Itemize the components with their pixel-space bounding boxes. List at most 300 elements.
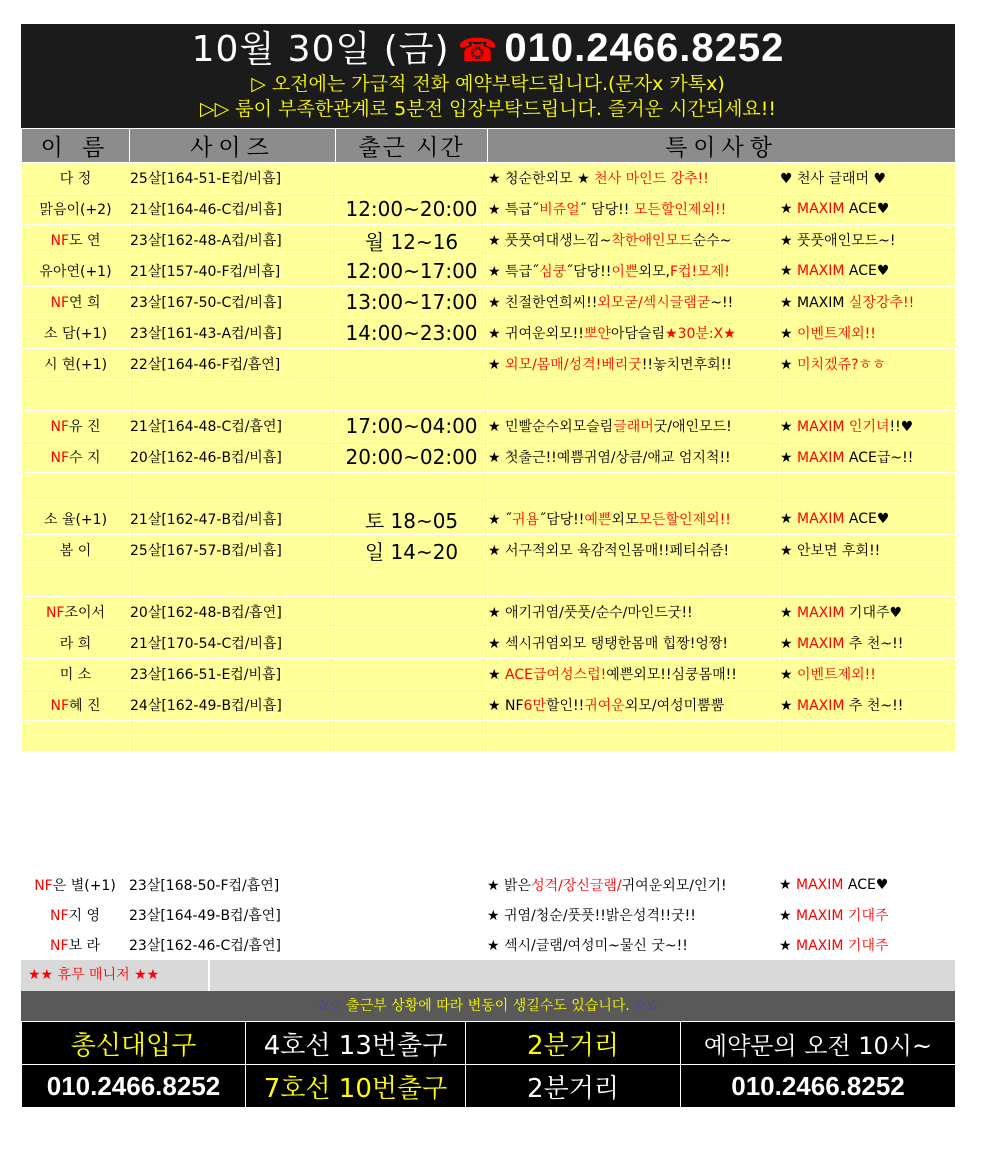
time-cell [336,163,488,194]
name-cell [22,659,130,690]
time-cell [336,318,488,349]
schedule-row [22,287,956,318]
extra-segment: ♥ 천사 글래머 ♥ [780,171,887,187]
work-time: 17:00~04:00 [345,414,478,438]
schedule-row [21,930,955,960]
extra-segment: !!♥ [889,419,914,435]
note-segment: 비쥬얼 [539,202,580,218]
empty-row [22,721,956,752]
note-segment: ★ 첫출근!!예쁨귀염/상큼/애교 엄지척!! [488,450,731,466]
size-text: 21살[170-54-C컵/비흡] [130,636,282,652]
extra-segment: 이벤트제외!! [797,667,876,683]
late-schedule-table [21,870,955,960]
work-time: 14:00~23:00 [345,321,478,345]
line4-exit: 4호선 13번출구 [246,1022,466,1065]
size-text: 25살[164-51-E컵/비흡] [130,171,282,187]
extra-cell [780,566,956,597]
extra-segment: MAXIM [797,636,845,652]
time-cell [336,380,488,411]
size-cell [130,473,336,504]
schedule-row [22,535,956,566]
time-cell [336,442,488,473]
work-time: 월 12~16 [364,229,459,254]
size-cell [130,504,336,535]
header-title [21,24,955,72]
work-time: 일 14~20 [364,539,459,564]
note-segment: ★30분:X★ [665,326,736,342]
size-cell [129,900,335,930]
time-cell [336,504,488,535]
col-header-time: 출근 시간 [336,129,488,163]
note-segment: ★ 애기귀염/풋풋/순수/마인드굿!! [488,605,693,621]
size-cell [130,287,336,318]
extra-segment: ★ [779,938,797,954]
extra-segment: MAXIM [797,605,845,621]
extra-segment: MAXIM [797,450,845,466]
note-segment: ★ 귀염/청순/풋풋!!밝은성격!!굿!! [487,908,696,924]
note-segment: ★ 섹시/글램/여성미~물신 굿~!! [487,938,688,954]
time-cell [336,566,488,597]
phone-number[interactable]: 010.2466.8252 [504,26,785,70]
note-segment: ★ 특급˝ [488,264,540,280]
extra-cell [780,597,956,628]
size-cell [130,318,336,349]
note-segment: 귀여운외모/인기! [621,878,727,894]
size-cell [130,659,336,690]
extra-segment: MAXIM [797,201,845,217]
name-cell [21,930,129,960]
reservation-hours: 예약문의 오전 10시~ [681,1022,956,1065]
time-cell [336,349,488,380]
extra-cell [779,870,955,900]
note-segment: ˝담당!! [566,264,612,280]
note-cell [488,535,780,566]
note-segment: 굿/애인모드! [653,419,732,435]
manager-name: 지 영 [68,908,101,924]
header-banner [21,24,955,128]
time-cell [336,597,488,628]
note-segment: 외모 [611,512,639,528]
extra-segment: 기대주♥ [844,605,903,621]
note-cell [488,504,780,535]
name-cell [22,504,130,535]
size-text: 21살[164-48-C컵/흡연] [130,419,282,435]
note-segment: ACE급여성스럽! [505,667,607,683]
extra-cell [780,721,956,752]
empty-row [22,473,956,504]
extra-segment: ★ [780,201,798,217]
col-header-name: 이 름 [22,129,130,163]
size-text: 23살[168-50-F컵/흡연] [129,878,280,894]
size-cell [130,597,336,628]
size-text: 23살[167-50-C컵/비흡] [130,295,282,311]
name-cell [22,690,130,721]
manager-name: 다 정 [59,171,92,187]
name-cell [22,411,130,442]
extra-segment: ★ [780,605,798,621]
note-segment: 이쁜 [611,264,639,280]
note-cell [487,900,779,930]
time-cell [335,900,487,930]
name-cell [22,380,130,411]
size-text: 23살[161-43-A컵/비흡] [130,326,282,342]
time-cell [335,870,487,900]
schedule-row [21,870,955,900]
extra-segment: ★ [780,357,798,373]
schedule-row [22,659,956,690]
size-text: 22살[164-46-F컵/흡연] [130,357,281,373]
schedule-row [22,256,956,287]
time-cell [336,194,488,225]
note-segment: ★ 섹시귀염외모 탱탱한몸매 힙짱!엉짱! [488,636,728,652]
size-cell [130,566,336,597]
extra-segment: MAXIM 인기녀 [797,419,890,435]
extra-cell [780,287,956,318]
station-name: 총신대입구 [22,1022,246,1065]
extra-segment: 추 천~!! [844,636,904,652]
schedule-row [22,318,956,349]
schedule-row [22,411,956,442]
extra-cell [780,349,956,380]
note-segment: 할인!! [545,698,585,714]
name-cell [22,163,130,194]
extra-segment: MAXIM 기대주 [796,908,889,924]
extra-cell [780,628,956,659]
extra-cell [780,256,956,287]
schedule-board [21,24,955,1108]
note-segment: 외모/몸매/성격!베리굿 [505,357,642,373]
note-cell [488,442,780,473]
note-segment: ★ NF [488,698,524,714]
schedule-row [22,349,956,380]
schedule-row [22,225,956,256]
distance-1: 2분거리 [466,1022,681,1065]
extra-segment: ★ [780,511,798,527]
extra-cell [779,900,955,930]
note-cell [488,411,780,442]
schedule-header-row [22,129,956,163]
size-text: 25살[167-57-B컵/비흡] [130,543,282,559]
note-cell [488,287,780,318]
manager-name: 혜 진 [69,698,101,714]
nf-badge: NF [50,295,70,311]
note-cell [488,721,780,752]
extra-segment: ★ [780,636,798,652]
name-cell [22,256,130,287]
extra-cell [779,930,955,960]
work-time: 12:00~20:00 [345,197,478,221]
extra-segment: ★ [780,326,798,342]
notice-line-2: ▷▷ 룸이 부족한관계로 5분전 입장부탁드립니다. 즐거운 시간되세요!! [199,98,777,120]
name-cell [22,721,130,752]
work-time: 12:00~17:00 [345,259,478,283]
schedule-row [22,442,956,473]
note-segment: 귀욤 [512,512,540,528]
time-cell [336,225,488,256]
size-text: 21살[162-47-B컵/비흡] [130,512,282,528]
name-cell [22,535,130,566]
extra-segment: MAXIM [797,263,845,279]
extra-segment: 실장강추!! [848,295,915,311]
note-segment: 모든할인제외!! [638,512,731,528]
notice-text: 출근부 상황에 따라 변동이 생길수도 있습니다. [341,998,635,1014]
note-segment: ˝담당!! [539,512,585,528]
work-time: 토 18~05 [364,508,459,533]
extra-cell [780,659,956,690]
name-cell [22,194,130,225]
note-cell [488,349,780,380]
manager-name: 보 라 [68,938,101,954]
note-segment: 성격/장신글램/ [531,878,622,894]
note-cell [488,690,780,721]
manager-name: 연 희 [69,295,101,311]
manager-name: 맑음이(+2) [39,202,112,218]
size-cell [129,930,335,960]
nf-badge: NF [49,908,69,924]
size-text: 21살[164-46-C컵/비흡] [130,202,282,218]
note-segment: 예쁜 [584,512,612,528]
empty-row [22,566,956,597]
note-segment: ★ [488,667,506,683]
col-header-size: 사이즈 [130,129,336,163]
extra-segment: ★ [779,908,797,924]
name-cell [22,473,130,504]
note-segment: 뽀얀 [583,326,611,342]
footer-row-2 [22,1065,956,1108]
size-cell [130,411,336,442]
size-cell [130,690,336,721]
extra-segment: ACE♥ [843,877,889,893]
extra-segment: ACE급~!! [844,450,914,466]
footer-phone-2[interactable]: 010.2466.8252 [681,1065,956,1108]
extra-segment: ★ MAXIM [780,295,849,311]
empty-row [22,380,956,411]
name-cell [22,566,130,597]
work-time: 13:00~17:00 [345,290,478,314]
size-cell [130,225,336,256]
manager-name: 유아연(+1) [39,264,112,280]
note-segment: ★ [488,357,506,373]
name-cell [22,442,130,473]
time-cell [336,473,488,504]
extra-segment: ★ [780,419,798,435]
time-cell [336,659,488,690]
note-cell [488,659,780,690]
manager-name: 소 담(+1) [43,326,108,342]
note-segment: !!놓치면후회!! [641,357,732,373]
extra-cell [780,504,956,535]
size-text: 23살[166-51-E컵/비흡] [130,667,282,683]
extra-segment: ★ [780,263,798,279]
note-segment: ★ 풋풋여대생느낌~ [488,233,612,249]
note-segment: 천사 마인드 강추!! [594,171,709,187]
size-cell [130,349,336,380]
note-segment: ★ ˝ [488,512,513,528]
distance-2: 2분거리 [466,1065,681,1108]
schedule-row [22,163,956,194]
manager-name: 은 별(+1) [52,878,116,894]
time-cell [336,721,488,752]
nf-badge: NF [34,878,53,894]
extra-segment: MAXIM 기대주 [796,938,889,954]
extra-segment: ★ [780,667,798,683]
note-cell [488,318,780,349]
note-cell [488,628,780,659]
time-cell [336,535,488,566]
name-cell [21,900,129,930]
nf-badge: NF [49,938,69,954]
name-cell [21,870,129,900]
extra-cell [780,442,956,473]
size-cell [130,535,336,566]
note-cell [488,473,780,504]
note-segment: 외모/여성미뿜뿜 [624,698,725,714]
extra-cell [780,194,956,225]
extra-cell [780,163,956,194]
note-segment: ★ 청순한외모 ★ [488,171,595,187]
note-cell [488,194,780,225]
name-cell [22,318,130,349]
name-cell [22,225,130,256]
note-segment: 외모굳/섹시글램굳 [597,295,711,311]
manager-name: 유 진 [69,419,101,435]
extra-cell [780,690,956,721]
note-segment: 6만 [523,698,546,714]
time-cell [336,690,488,721]
telephone-icon: ☎ [457,31,499,69]
note-cell [488,566,780,597]
extra-segment: ★ [780,698,798,714]
manager-name: 봄 이 [59,543,92,559]
note-segment: 글래머 [613,419,654,435]
footer-row-1 [22,1022,956,1065]
size-cell [129,870,335,900]
spacer [21,752,955,870]
manager-name: 미 소 [59,667,92,683]
extra-cell [780,380,956,411]
size-cell [130,256,336,287]
time-cell [336,256,488,287]
manager-name: 수 지 [69,450,101,466]
extra-segment: ACE♥ [844,263,890,279]
manager-name: 시 현(+1) [43,357,108,373]
manager-name: 조이서 [64,605,106,621]
note-cell [487,930,779,960]
line7-exit: 7호선 10번출구 [246,1065,466,1108]
schedule-row [21,900,955,930]
note-segment: ˝ 담당!! [579,202,634,218]
name-cell [22,597,130,628]
size-text: 23살[162-48-A컵/비흡] [130,233,282,249]
extra-segment: ACE♥ [844,511,890,527]
note-segment: 외모, [638,264,670,280]
note-segment: ★ 친절한연희씨!! [488,295,598,311]
note-segment: 아담슬림 [610,326,666,342]
size-text: 24살[162-49-B컵/비흡] [130,698,282,714]
extra-segment: ★ 안보면 후회!! [780,543,881,559]
note-segment: 심쿵 [539,264,567,280]
note-cell [488,225,780,256]
note-cell [487,870,779,900]
manager-name: 도 연 [69,233,101,249]
note-cell [488,597,780,628]
schedule-table [21,128,956,752]
name-cell [22,287,130,318]
time-cell [336,287,488,318]
note-segment: ★ 특급˝ [488,202,540,218]
size-cell [130,628,336,659]
date-label: 10월 30일 (금) [191,29,450,70]
col-header-notes: 특이사항 [488,129,956,163]
note-segment: ★ 밝은 [487,878,532,894]
note-cell [488,163,780,194]
extra-segment: MAXIM [796,877,844,893]
holiday-label: ★★ 휴무 매니저 ★★ [21,960,210,991]
note-segment: 순수~ [692,233,732,249]
extra-cell [780,473,956,504]
size-cell [130,163,336,194]
time-cell [336,411,488,442]
extra-cell [780,225,956,256]
size-text: 20살[162-48-B컵/흡연] [130,605,282,621]
note-segment: 예쁜외모!!심쿵몸매!! [606,667,737,683]
extra-segment: MAXIM [797,698,845,714]
nf-badge: NF [50,450,70,466]
size-text: 20살[162-46-B컵/비흡] [130,450,282,466]
size-cell [130,721,336,752]
extra-segment: 미치겠쥬?ㅎㅎ [797,357,886,373]
note-segment: 귀여운 [584,698,625,714]
holiday-bar [21,960,955,991]
footer-info [21,1021,956,1108]
schedule-row [22,504,956,535]
size-text: 23살[164-49-B컵/흡연] [129,908,281,924]
note-segment: F컵!모제! [669,264,730,280]
extra-segment: ACE♥ [844,201,890,217]
schedule-row [22,597,956,628]
note-cell [488,256,780,287]
size-text: 21살[157-40-F컵/비흡] [130,264,281,280]
extra-segment: ★ 풋풋애인모드~! [780,233,896,249]
work-time: 20:00~02:00 [345,445,478,469]
extra-segment: ★ [779,877,797,893]
schedule-row [22,690,956,721]
extra-cell [780,318,956,349]
extra-cell [780,411,956,442]
extra-segment: MAXIM [797,511,845,527]
footer-phone-1[interactable]: 010.2466.8252 [22,1065,246,1108]
manager-name: 라 희 [59,636,92,652]
extra-cell [780,535,956,566]
nf-badge: NF [45,605,65,621]
note-segment: ★ 민빨순수외모슬림 [488,419,614,435]
nf-badge: NF [50,233,70,249]
size-cell [130,380,336,411]
manager-name: 소 율(+1) [43,512,108,528]
size-cell [130,442,336,473]
notice-bar [21,991,955,1021]
note-segment: ★ 서구적외모 육감적인몸매!!페티쉬즘! [488,543,730,559]
note-segment: ~!! [710,295,734,311]
time-cell [336,628,488,659]
extra-segment: 이벤트제외!! [797,326,876,342]
nf-badge: NF [50,698,70,714]
extra-segment: 추 천~!! [844,698,904,714]
note-segment: 모든할인제외!! [633,202,727,218]
nf-badge: NF [50,419,70,435]
note-cell [488,380,780,411]
name-cell [22,628,130,659]
